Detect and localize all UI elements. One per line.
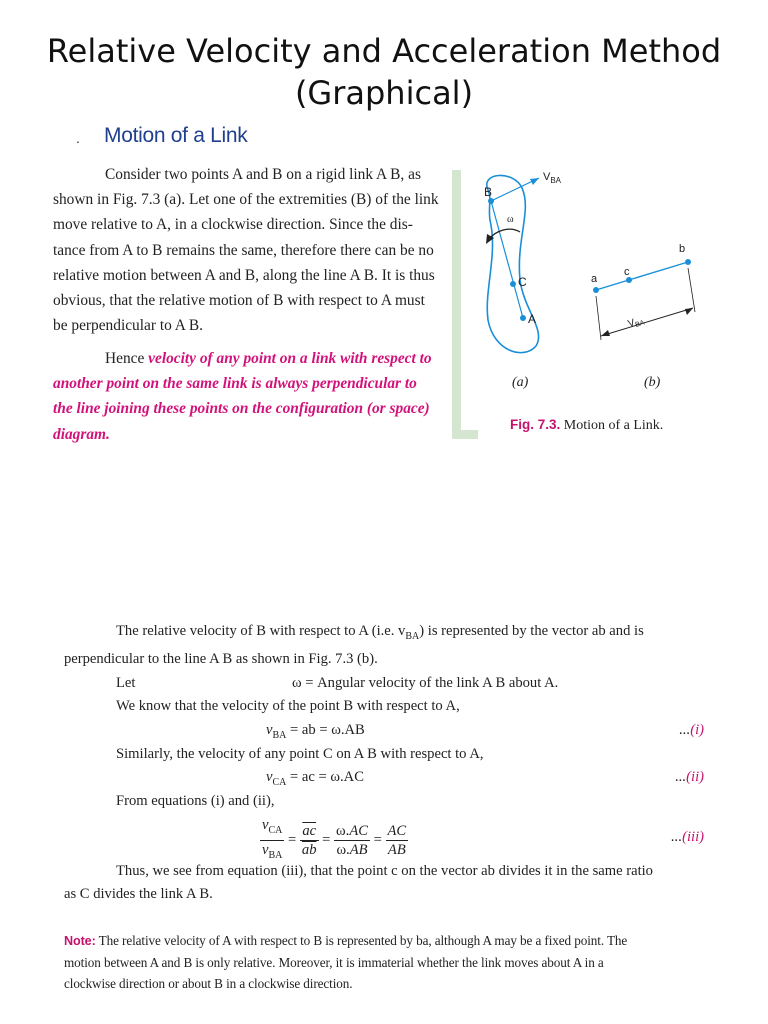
text-line: clockwise direction or about B in a clockwise direction.	[64, 976, 353, 991]
text-line: be perpendicular to A B.	[53, 317, 204, 335]
label-c: C	[518, 275, 527, 289]
lead-text: Hence	[105, 350, 149, 367]
text-line: From equations (i) and (ii),	[116, 793, 275, 810]
equation-3: $\frac{v_{CA}}{v_{BA}}$ = $\frac{\overline{ac}}{ab}$ = $\frac{\omega.AC}{\omega.AB}$ = $\frac{AC}{AB}$ ...(iii)	[262, 816, 704, 861]
point-a	[520, 315, 526, 321]
note-label: Note:	[64, 934, 96, 948]
section-heading: Motion of a Link	[104, 124, 248, 147]
figure-reference: Fig. 7.3.	[510, 417, 561, 432]
let-definition: Let ω = Angular velocity of the link A B about A.	[116, 674, 559, 691]
text-line: The relative velocity of B with respect to A (i.e. $v_{BA}$) is represented by the vector ab and is	[116, 623, 644, 642]
dimension-line	[601, 308, 693, 336]
emphasis-text: diagram.	[53, 425, 110, 443]
equation-tag: ...(ii)	[675, 769, 704, 786]
text-line: tance from A to B remains the same, therefore there can be no	[53, 241, 434, 259]
label-small-a: a	[591, 273, 598, 285]
text-line: Similarly, the velocity of any point C on A B with respect to A,	[116, 745, 484, 762]
point-a-small	[593, 287, 599, 293]
text-line: perpendicular to the line A B as shown in Fig. 7.3 (b).	[64, 651, 378, 668]
text-line: relative motion between A and B, along the line A B. It is thus	[53, 266, 435, 284]
emphasis-text: velocity of any point on a link with respect to	[148, 350, 432, 367]
text-line: obvious, that the relative motion of B with respect to A must	[53, 292, 425, 310]
text-line: motion between A and B is only relative. Moreover, it is immaterial whether the link moves about A in a	[64, 955, 604, 970]
label-small-c: c	[624, 266, 630, 278]
label-a: A	[528, 312, 537, 326]
slide-title: Relative Velocity and Acceleration Method (Graphical)	[46, 32, 722, 112]
arrowhead	[685, 308, 693, 315]
label-vba: $V_{BA}$	[543, 171, 562, 185]
label-b: B	[484, 185, 493, 199]
extension-line	[688, 268, 695, 312]
emphasis-text: the line joining these points on the configuration (or space)	[53, 400, 430, 418]
label-small-b: b	[679, 243, 686, 255]
decorative-side-bar	[452, 170, 461, 438]
note-block	[64, 930, 704, 994]
link-outline	[487, 175, 539, 352]
emphasis-text: another point on the same link is always perpendicular to	[53, 375, 417, 393]
paragraph-motion-description	[53, 162, 448, 338]
text-line: Thus, we see from equation (iii), that the point c on the vector ab divides it in the same ratio	[116, 862, 653, 879]
arrowhead	[601, 330, 610, 336]
text-line: as C divides the link A B.	[64, 886, 213, 903]
paragraph-key-statement	[53, 346, 448, 447]
derivation-section	[64, 620, 704, 907]
heading-bullet: .	[76, 130, 80, 146]
point-c	[510, 281, 516, 287]
text-line: We know that the velocity of the point B with respect to A,	[116, 698, 460, 715]
point-b-small	[685, 259, 691, 265]
text-line: Consider two points A and B on a rigid link A B, as	[105, 166, 421, 183]
label-vba-dimension: $V_{BA}$	[626, 317, 646, 330]
text-line: Note: The relative velocity of A with respect to B is represented by ba, although A may be a fixed point. The	[64, 933, 628, 948]
figure-a-link	[484, 171, 562, 353]
subfigure-b-label: (b)	[644, 375, 661, 390]
figure-b-velocity-diagram	[591, 243, 695, 340]
equation-tag: ...(iii)	[671, 828, 704, 845]
vector-ab	[596, 262, 688, 290]
figure-caption	[510, 417, 663, 434]
subfigure-a-label: (a)	[512, 375, 529, 390]
link-motion-figure	[466, 160, 726, 440]
extension-line	[596, 296, 601, 340]
equation-2: $v_{CA}$ = ac = ω.AC ...(ii)	[64, 766, 704, 790]
text-line: move relative to A, in a clockwise direction. Since the dis-	[53, 216, 413, 234]
arrowhead	[530, 178, 539, 185]
equation-tag: ...(i)	[679, 721, 704, 738]
equation-1: $v_{BA}$ = ab = ω.AB ...(i)	[64, 719, 704, 743]
text-line: shown in Fig. 7.3 (a). Let one of the extremities (B) of the link	[53, 191, 439, 209]
text-line	[53, 346, 448, 371]
label-omega: ω	[507, 214, 514, 225]
caption-text: Motion of a Link.	[560, 418, 664, 433]
